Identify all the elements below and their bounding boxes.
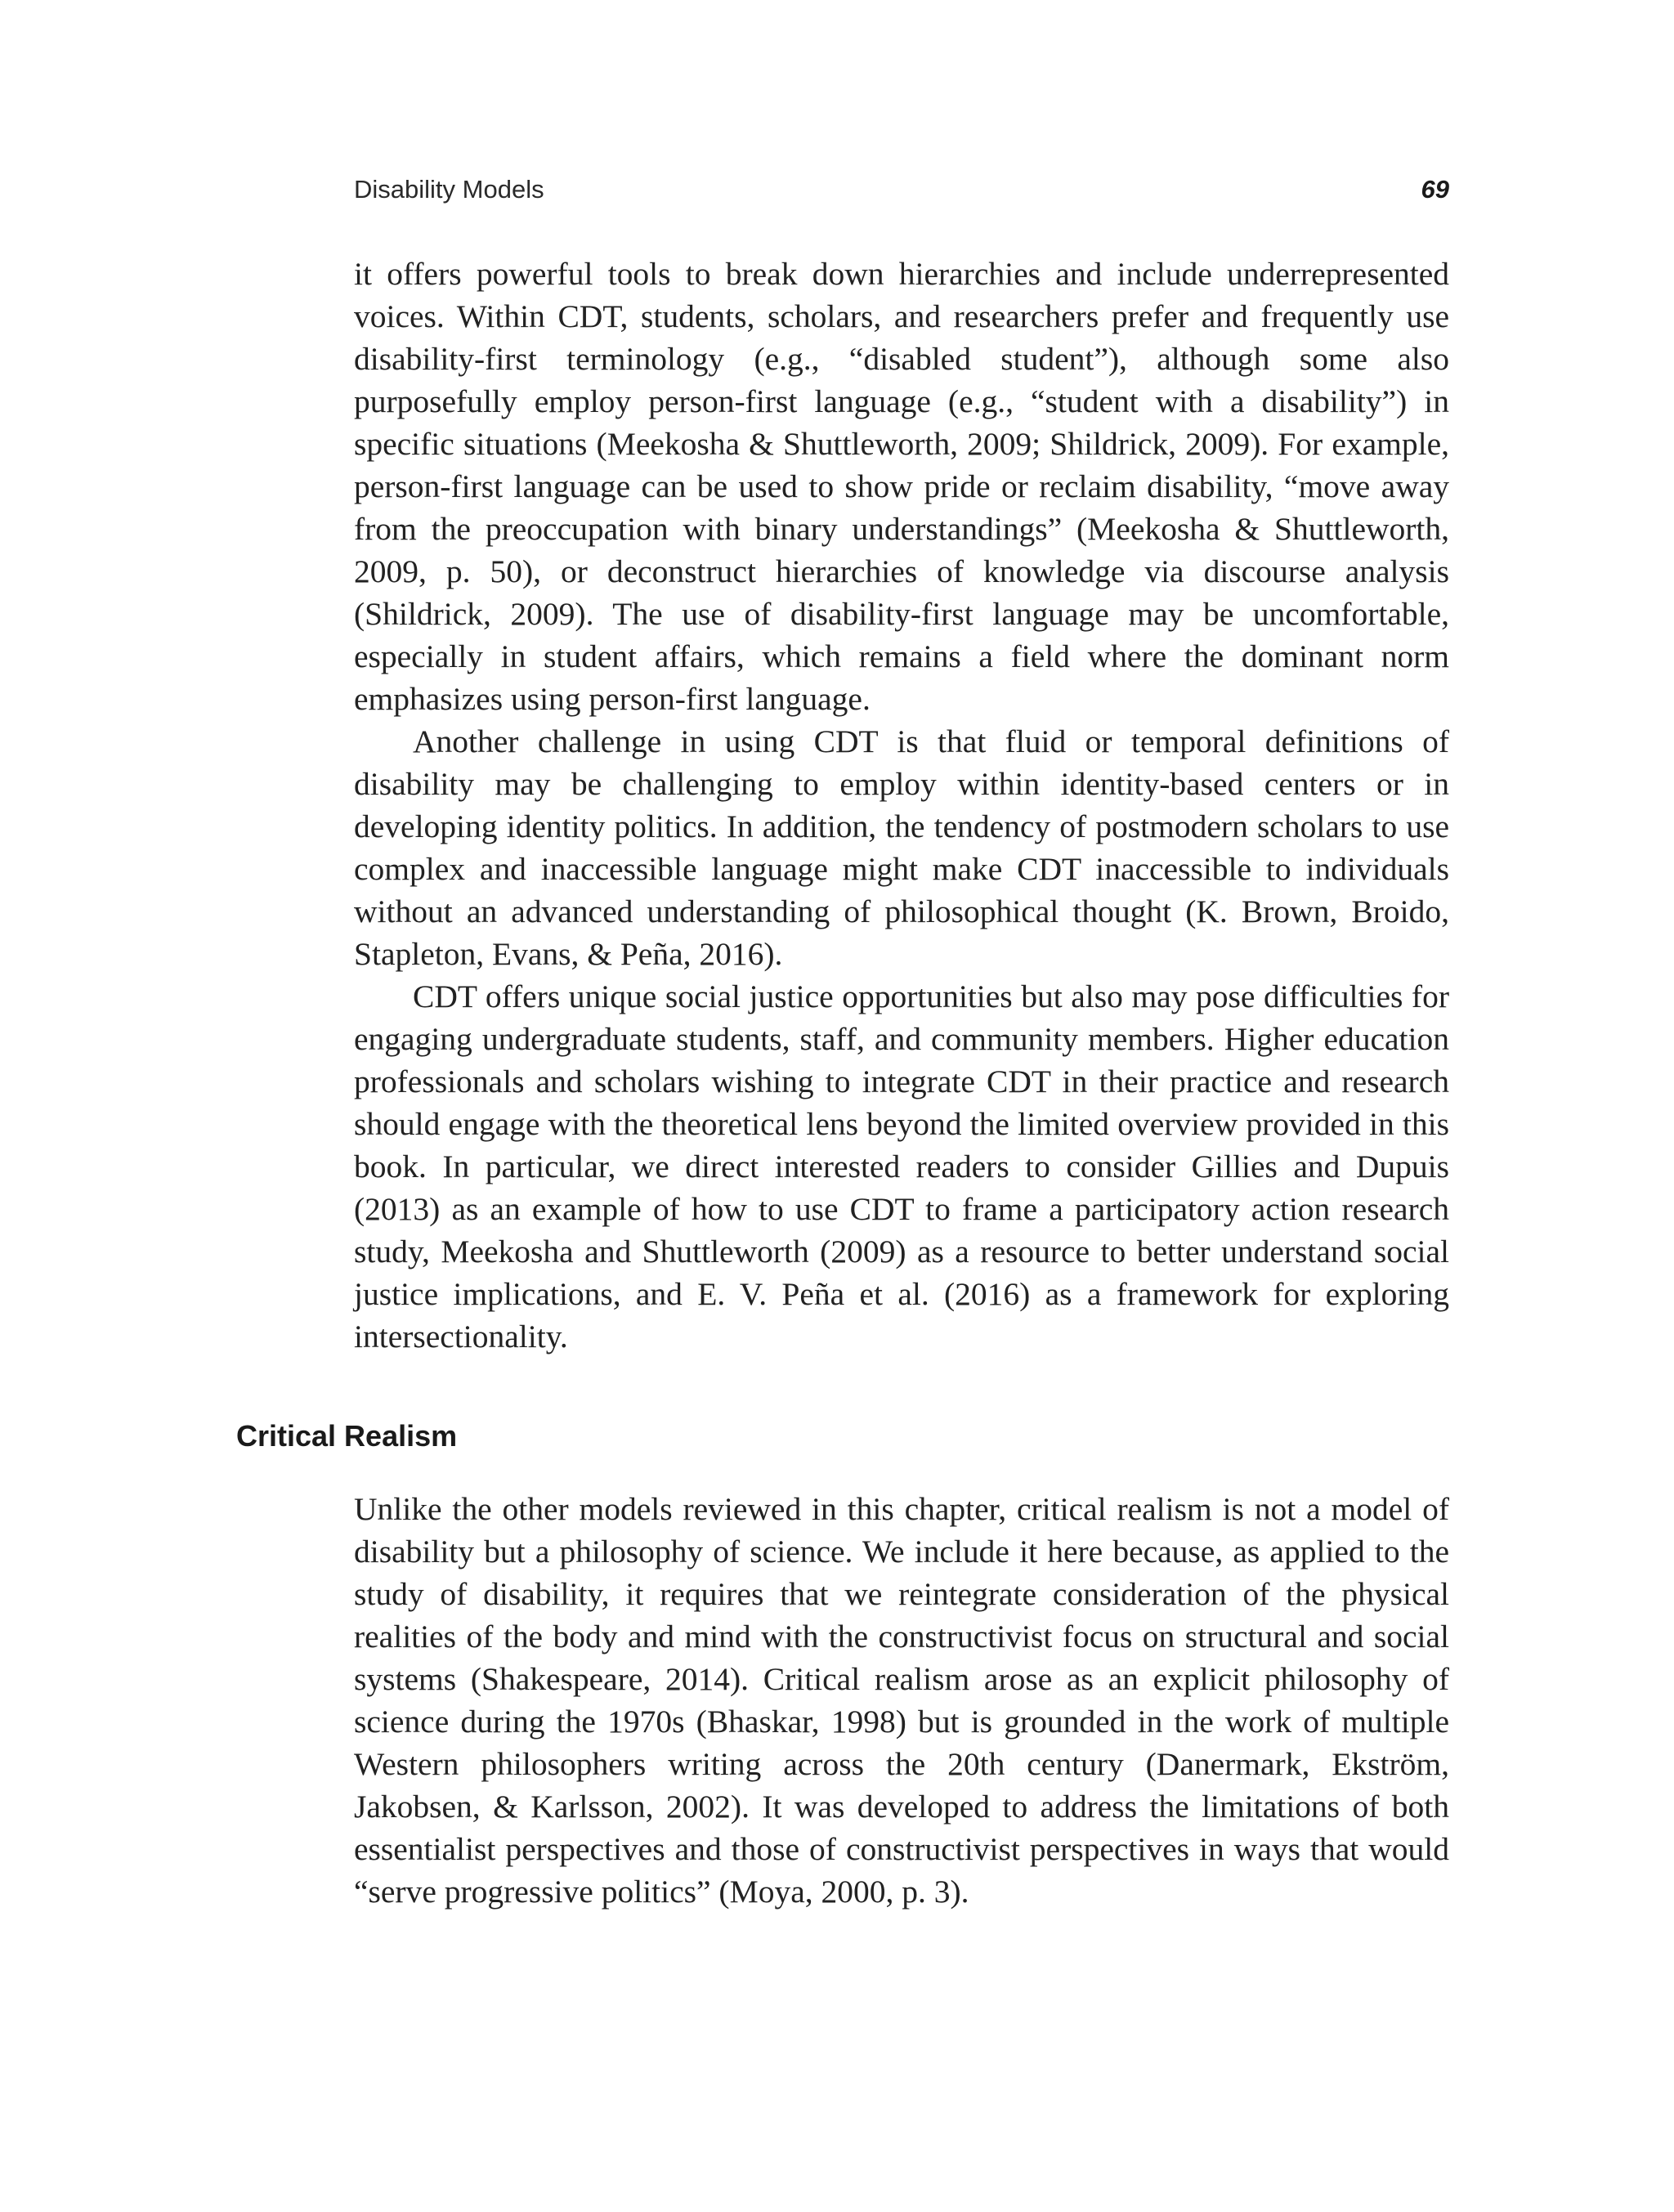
body-paragraph: Unlike the other models reviewed in this chapter, critical realism is not a model of disability but a philosophy of science. We include it here because, as applied to the study of disability, it requires that we reintegrate consideration of the physical realities of the body and mind with the constructivist focus on structural and social systems (Shakespeare, 2014). Critical realism arose as an explicit philosophy of science during the 1970s (Bhaskar, 1998) but is grounded in the work of multiple Western philosophers writing across the 20th century (Danermark, Ekström, Jakobsen, & Karlsson, 2002). It was developed to address the limitations of both essentialist perspectives and those of constructivist perspectives in ways that would “serve progressive politics” (Moya, 2000, p. 3). [354,1491,1449,1910]
critical-realism-section [354,1488,1449,1913]
body-paragraph: it offers powerful tools to break down hierarchies and include underrepresented voices. Within CDT, students, scholars, and researchers prefer and frequently use disability-first terminology (e.g., “disabled student”), although some also purposefully employ person-first language (e.g., “student with a disability”) in specific situations (Meekosha & Shuttleworth, 2009; Shildrick, 2009). For example, person-first language can be used to show pride or reclaim disability, “move away from the preoccupation with binary understandings” (Meekosha & Shuttleworth, 2009, p. 50), or deconstruct hierarchies of knowledge via discourse analysis (Shildrick, 2009). The use of disability-first language may be uncomfortable, especially in student affairs, which remains a field where the dominant norm emphasizes using person-first language. [354,256,1449,717]
page-number: 69 [1421,175,1449,204]
body-paragraph: CDT offers unique social justice opportunities but also may pose difficulties for engaging undergraduate students, staff, and community members. Higher education professionals and scholars wishing to integrate CDT in their practice and research should engage with the theoretical lens beyond the limited overview provided in this book. In particular, we direct interested readers to consider Gillies and Dupuis (2013) as an example of how to use CDT to frame a participatory action research study, Meekosha and Shuttleworth (2009) as a resource to better understand social justice implications, and E. V. Peña et al. (2016) as a framework for exploring intersectionality. [354,978,1449,1355]
body-paragraph: Another challenge in using CDT is that fluid or temporal definitions of disability may be challenging to employ within identity-based centers or in developing identity politics. In addition, the tendency of postmodern scholars to use complex and inaccessible language might make CDT inaccessible to individuals without an advanced understanding of philosophical thought (K. Brown, Broido, Stapleton, Evans, & Peña, 2016). [354,723,1449,972]
running-head [354,175,1449,211]
cdt-discussion-section [354,253,1449,1358]
section-heading-critical-realism: Critical Realism [236,1419,458,1453]
running-title: Disability Models [354,175,544,204]
